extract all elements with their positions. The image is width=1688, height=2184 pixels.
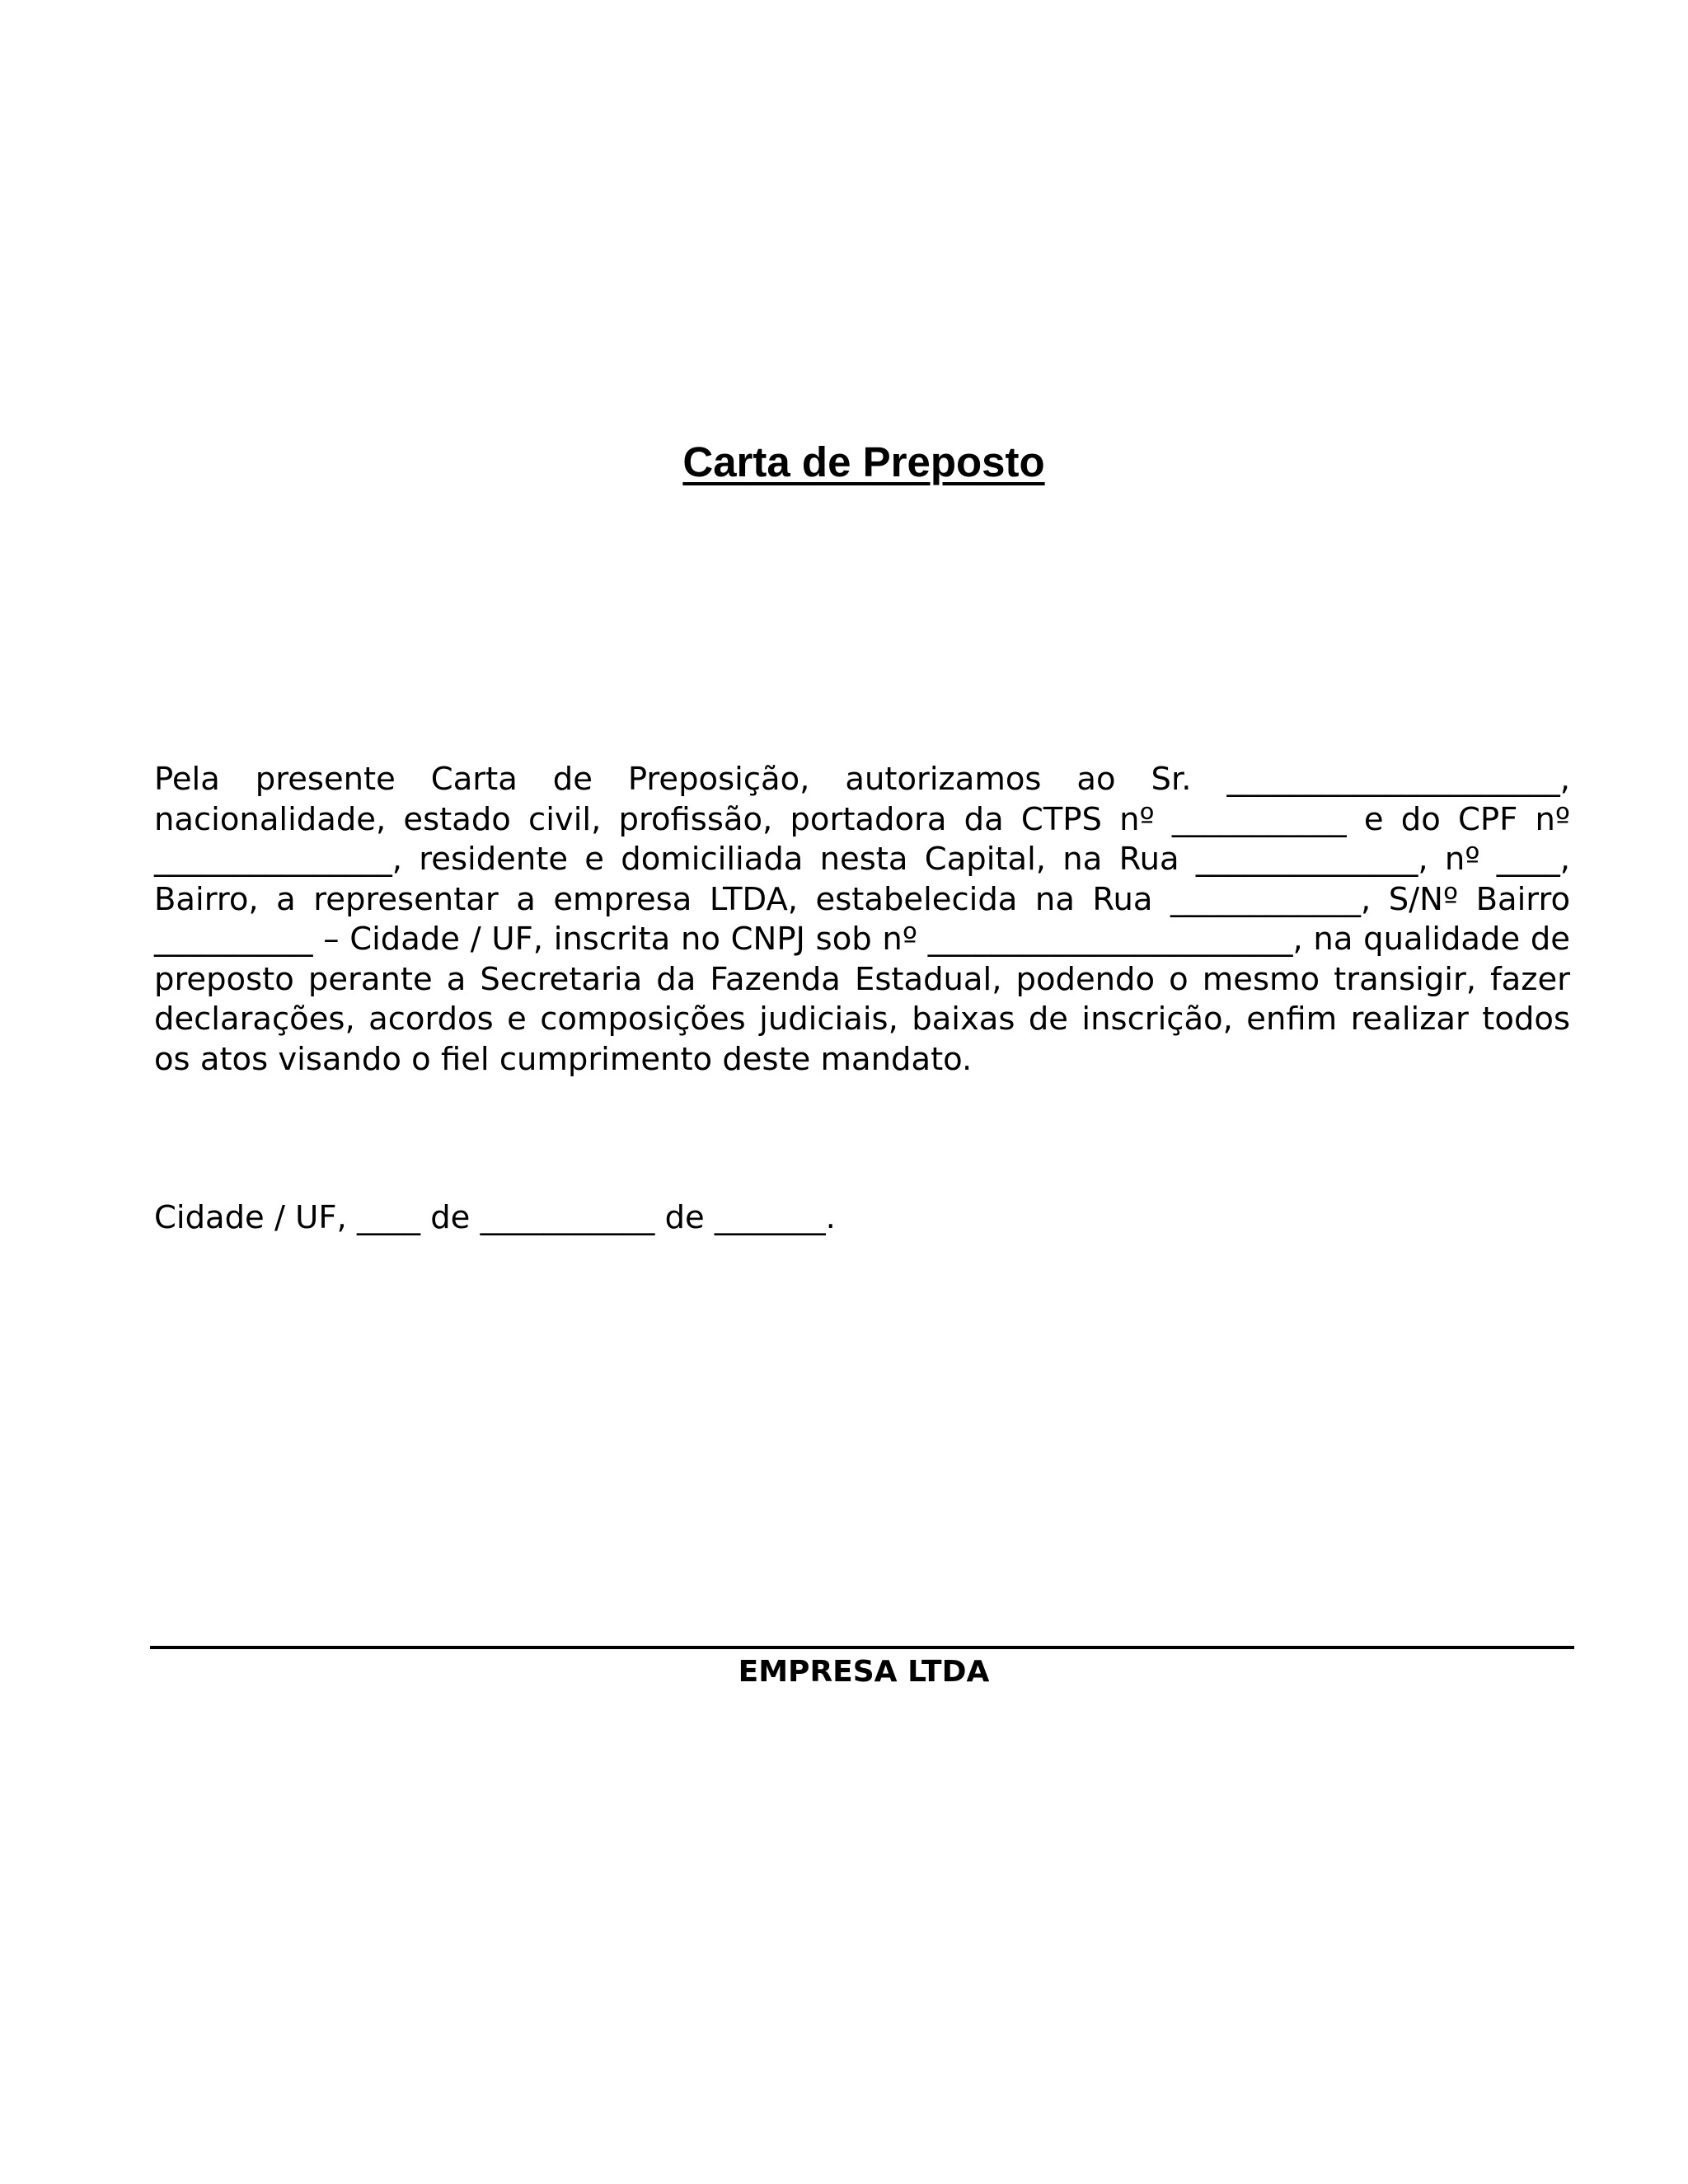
signatory-name: EMPRESA LTDA [738,1655,990,1689]
document-title: Carta de Preposto [682,438,1045,485]
date-line: Cidade / UF, ____ de ___________ de _______. [154,1199,836,1236]
signature-line [150,1646,1574,1649]
body-paragraph: Pela presente Carta de Preposição, autorizamos ao Sr. _____________________, nacionalidade, estado civil, profissão, portadora da CTPS nº ___________ e do CPF nº _______________, residente e domiciliada nesta Capital, na Rua ______________, nº ____, Bairro, a representar a empresa LTDA, estabelecida na Rua ____________, S/Nº Bairro __________ – Cidade / UF, inscrita no CNPJ sob nº _______________________, na qualidade de preposto perante a Secretaria da Fazenda Estadual, podendo o mesmo transigir, fazer declarações, acordos e composições judiciais, baixas de inscrição, enfim realizar todos os atos visando o fiel cumprimento deste mandato. [154,761,1570,1078]
